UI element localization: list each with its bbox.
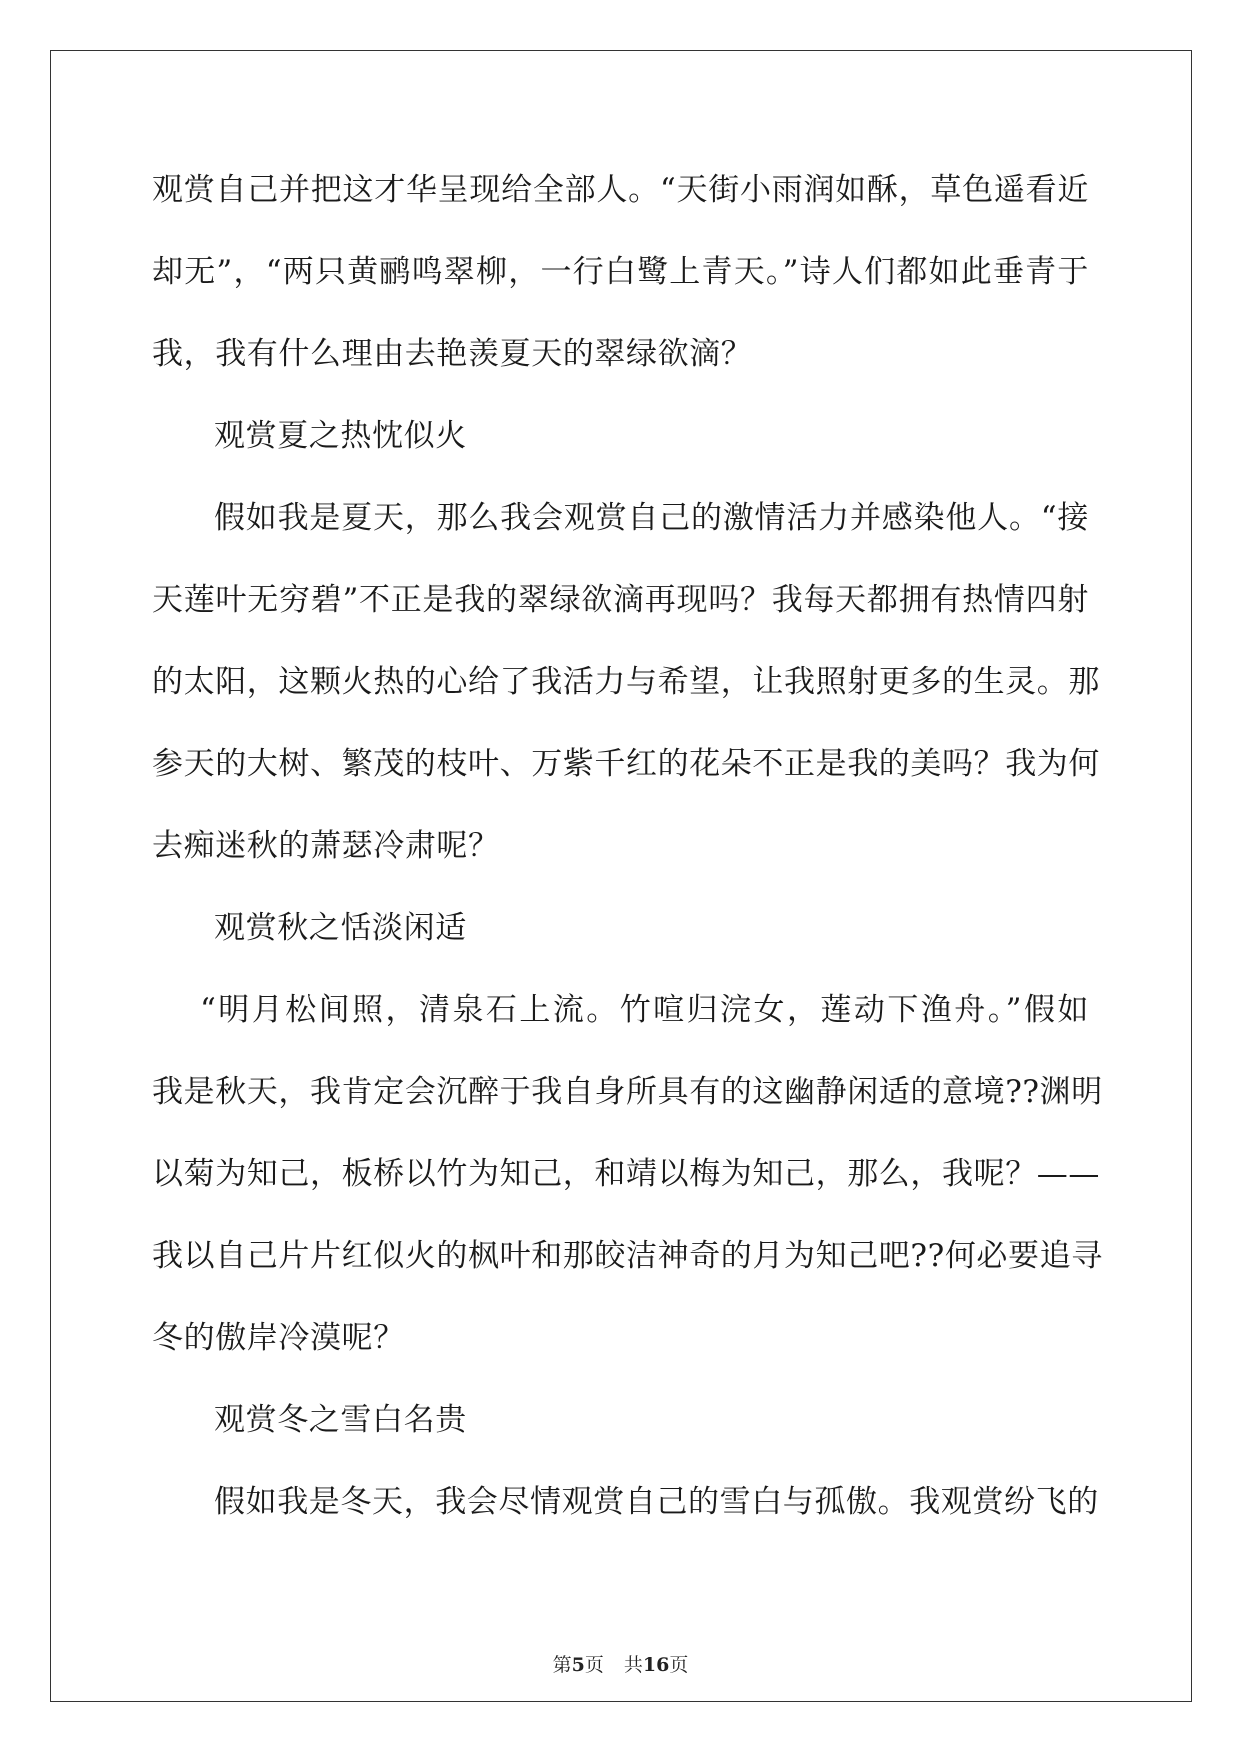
text-line: 假如我是冬天，我会尽情观赏自己的雪白与孤傲。我观赏纷飞的 (214, 1484, 1099, 1520)
page-footer (0, 1653, 1241, 1677)
footer-total-pages: 16 (642, 1654, 670, 1676)
text-line: 我，我有什么理由去艳羡夏天的翠绿欲滴？ (152, 336, 753, 372)
text-line: 冬的傲岸冷漠呢？ (152, 1320, 405, 1356)
document-body (152, 162, 1103, 1556)
text-line: “明月松间照，清泉石上流。竹喧归浣女，莲动下渔舟。”假如 (200, 992, 1089, 1028)
text-line: 参天的大树、繁茂的枝叶、万紫千红的花朵不正是我的美吗？我为何 (152, 746, 1100, 782)
text-line: 以菊为知己，板桥以竹为知己，和靖以梅为知己，那么，我呢？—— (152, 1156, 1100, 1192)
footer-total-prefix: 共 (623, 1654, 643, 1676)
text-line: 观赏自己并把这才华呈现给全部人。“天街小雨润如酥，草色遥看近 (152, 172, 1089, 208)
section-heading-summer: 观赏夏之热忱似火 (214, 418, 467, 454)
footer-page-unit: 页 (584, 1654, 604, 1676)
text-line: 却无”，“两只黄鹂鸣翠柳，一行白鹭上青天。”诗人们都如此垂青于 (152, 254, 1089, 290)
text-line: 的太阳，这颗火热的心给了我活力与希望，让我照射更多的生灵。那 (152, 664, 1100, 700)
footer-total-unit: 页 (669, 1654, 689, 1676)
text-line: 假如我是夏天，那么我会观赏自己的激情活力并感染他人。“接 (214, 500, 1089, 536)
text-line: 我是秋天，我肯定会沉醉于我自身所具有的这幽静闲适的意境??渊明 (152, 1074, 1103, 1110)
section-heading-winter: 观赏冬之雪白名贵 (214, 1402, 467, 1438)
text-line: 天莲叶无穷碧”不正是我的翠绿欲滴再现吗？我每天都拥有热情四射 (152, 582, 1089, 618)
text-line: 去痴迷秋的萧瑟冷肃呢？ (152, 828, 500, 864)
footer-page-prefix: 第 (552, 1654, 572, 1676)
section-heading-autumn: 观赏秋之恬淡闲适 (214, 910, 467, 946)
footer-page-number: 5 (571, 1654, 585, 1676)
text-line: 我以自己片片红似火的枫叶和那皎洁神奇的月为知己吧??何必要追寻 (152, 1238, 1103, 1274)
